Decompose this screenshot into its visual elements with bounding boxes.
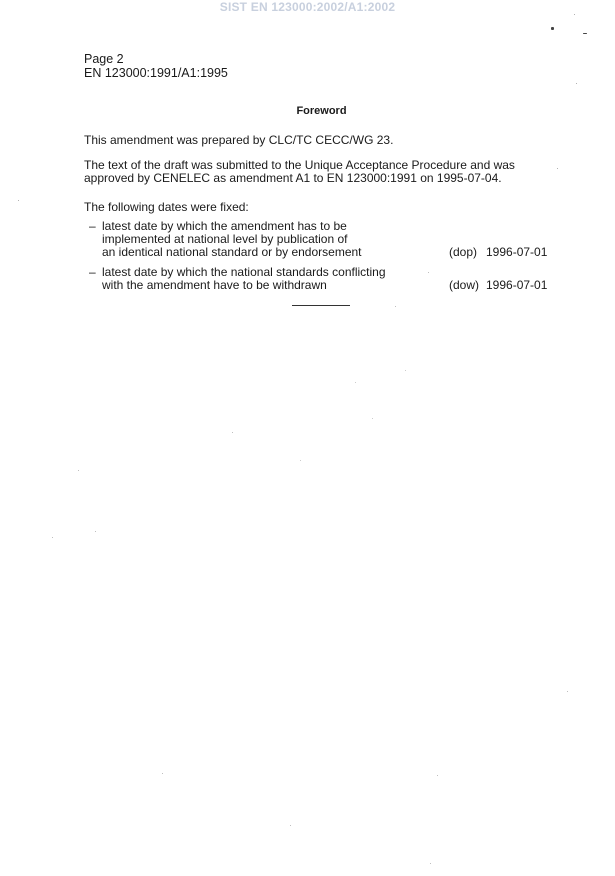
scan-speck — [574, 14, 575, 15]
watermark: SIST EN 123000:2002/A1:2002 — [219, 0, 396, 14]
list-dash: – — [89, 265, 96, 279]
paragraph-prepared-by: This amendment was prepared by CLC/TC CECC/WG 23. — [84, 133, 394, 147]
page-number: Page 2 — [84, 52, 124, 66]
scan-speck — [405, 370, 406, 371]
page-header — [84, 52, 228, 80]
paragraph-dates-intro: The following dates were fixed: — [84, 200, 249, 214]
paragraph-approval-line: approved by CENELEC as amendment A1 to EN 123000:1991 on 1995-07-04. — [84, 171, 502, 185]
date-code: (dop) — [449, 245, 478, 259]
scan-speck — [78, 470, 79, 471]
scan-speck — [355, 382, 356, 383]
list-dash: – — [89, 219, 96, 233]
scan-speck — [395, 306, 396, 307]
list-item-line: implemented at national level by publication of — [102, 232, 348, 246]
list-item-line: an identical national standard or by endorsement — [102, 245, 362, 259]
scan-speck — [551, 27, 554, 30]
list-item-text — [102, 266, 386, 292]
scan-speck — [567, 691, 568, 692]
list-item-text — [102, 220, 362, 259]
scan-speck — [428, 272, 429, 273]
paragraph-approval-line: The text of the draft was submitted to the Unique Acceptance Procedure and was — [84, 158, 515, 172]
scan-speck — [162, 773, 163, 774]
scan-speck — [372, 418, 373, 419]
list-item-dow — [89, 266, 554, 294]
scan-speck — [52, 537, 53, 538]
list-item-dop — [89, 220, 554, 260]
date-code: (dow) — [449, 278, 480, 292]
scan-speck — [576, 83, 577, 84]
list-item-line: with the amendment have to be withdrawn — [102, 278, 327, 292]
closing-rule — [292, 305, 350, 306]
scan-speck — [18, 200, 19, 201]
document-reference: EN 123000:1991/A1:1995 — [84, 66, 228, 80]
scan-speck — [557, 168, 558, 169]
list-item-line: latest date by which the national standards conflicting — [102, 265, 386, 279]
date-value: 1996-07-01 — [486, 245, 548, 259]
scan-speck — [583, 33, 587, 34]
scan-speck — [430, 863, 431, 864]
date-value: 1996-07-01 — [486, 278, 548, 292]
section-title: Foreword — [296, 105, 347, 117]
scan-speck — [95, 531, 96, 532]
paragraph-approval — [84, 159, 515, 185]
scan-speck — [437, 775, 438, 776]
scan-speck — [232, 432, 233, 433]
list-item-line: latest date by which the amendment has to be — [102, 219, 347, 233]
scan-speck — [300, 460, 301, 461]
scan-speck — [290, 825, 291, 826]
